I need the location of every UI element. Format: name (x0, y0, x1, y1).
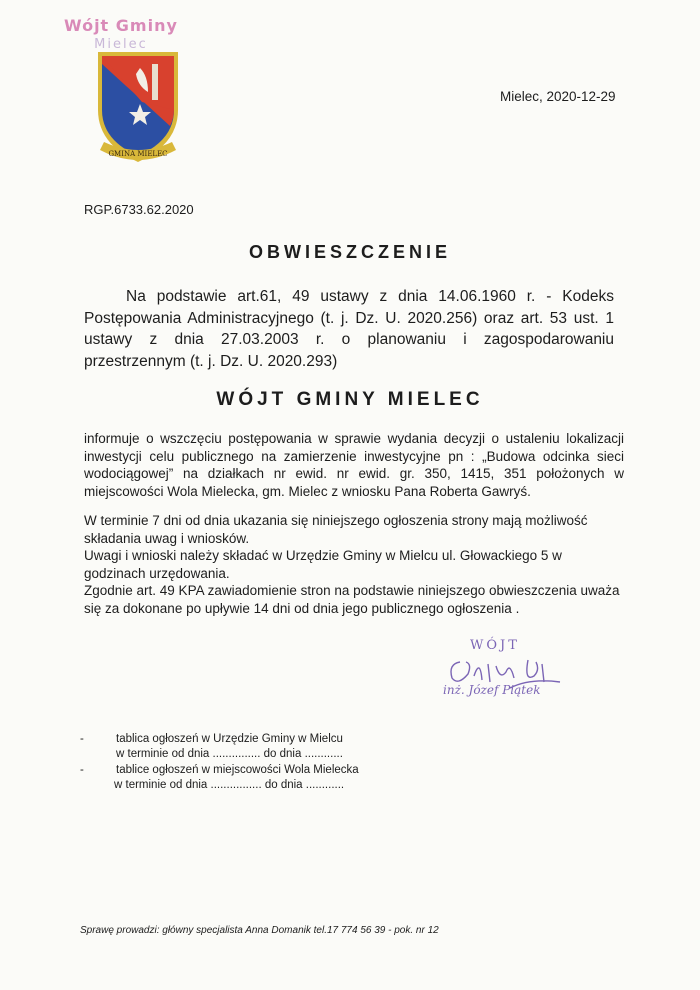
case-officer-footer: Sprawę prowadzi: główny specjalista Anna Domanik tel.17 774 56 39 - pok. nr 12 (80, 925, 439, 936)
stamp-line2: Mielec (94, 37, 148, 52)
stamp-line1: Wójt Gminy (64, 16, 178, 35)
document-date: Mielec, 2020-12-29 (500, 89, 616, 104)
reference-number: RGP.6733.62.2020 (84, 202, 194, 217)
signature-stamp (440, 638, 590, 708)
notice-terms (84, 512, 624, 617)
crest-ribbon-text: GMINA MIELEC (108, 150, 168, 158)
terms-line-3: Zgodnie art. 49 KPA zawiadomienie stron na podstawie niniejszego obwieszczenia uważa się za dokonane po upływie 14 dni od dnia jego publicznego ogłoszenia . (84, 583, 620, 616)
signature-title: WÓJT (470, 638, 520, 653)
distribution-list (80, 732, 359, 794)
legal-basis: Na podstawie art.61, 49 ustawy z dnia 14.06.1960 r. - Kodeks Postępowania Administracyjnego (t. j. Dz. U. 2020.256) oraz art. 53 ust. 1 ustawy z dnia 27.03.2003 r. o planowaniu i zagospodarowaniu przestrzennym (t. j. Dz. U. 2020.293) (84, 288, 614, 370)
notice-paragraph: informuje o wszczęciu postępowania w sprawie wydania decyzji o ustaleniu lokalizacji inwestycji celu publicznego na zamierzenie inwestycyjne pn : „Budowa odcinka sieci wodociągowej” na działkach nr ewid. nr ewid. gr. 350, 1415, 351 położonych w miejscowości Wola Mielecka, gm. Mielec z wniosku Pana Roberta Gawryś. (84, 431, 624, 499)
list-item: - tablica ogłoszeń w Urzędzie Gminy w Mielcu w terminie od dnia ............... do dnia ............ (80, 733, 343, 760)
terms-line-2: Uwagi i wnioski należy składać w Urzędzie Gminy w Mielcu ul. Głowackiego 5 w godzinach urzędowania. (84, 548, 562, 581)
terms-line-1: W terminie 7 dni od dnia ukazania się niniejszego ogłoszenia strony mają możliwość składania uwag i wniosków. (84, 513, 588, 546)
coat-of-arms-icon (90, 46, 186, 170)
document-title: OBWIESZCZENIE (248, 242, 451, 262)
signatory-name: inż. Józef Piątek (443, 683, 541, 697)
list-item: - tablice ogłoszeń w miejscowości Wola Mielecka w terminie od dnia ................ do dnia ............ (80, 764, 359, 791)
issuing-authority: WÓJT GMINY MIELEC (216, 389, 484, 410)
